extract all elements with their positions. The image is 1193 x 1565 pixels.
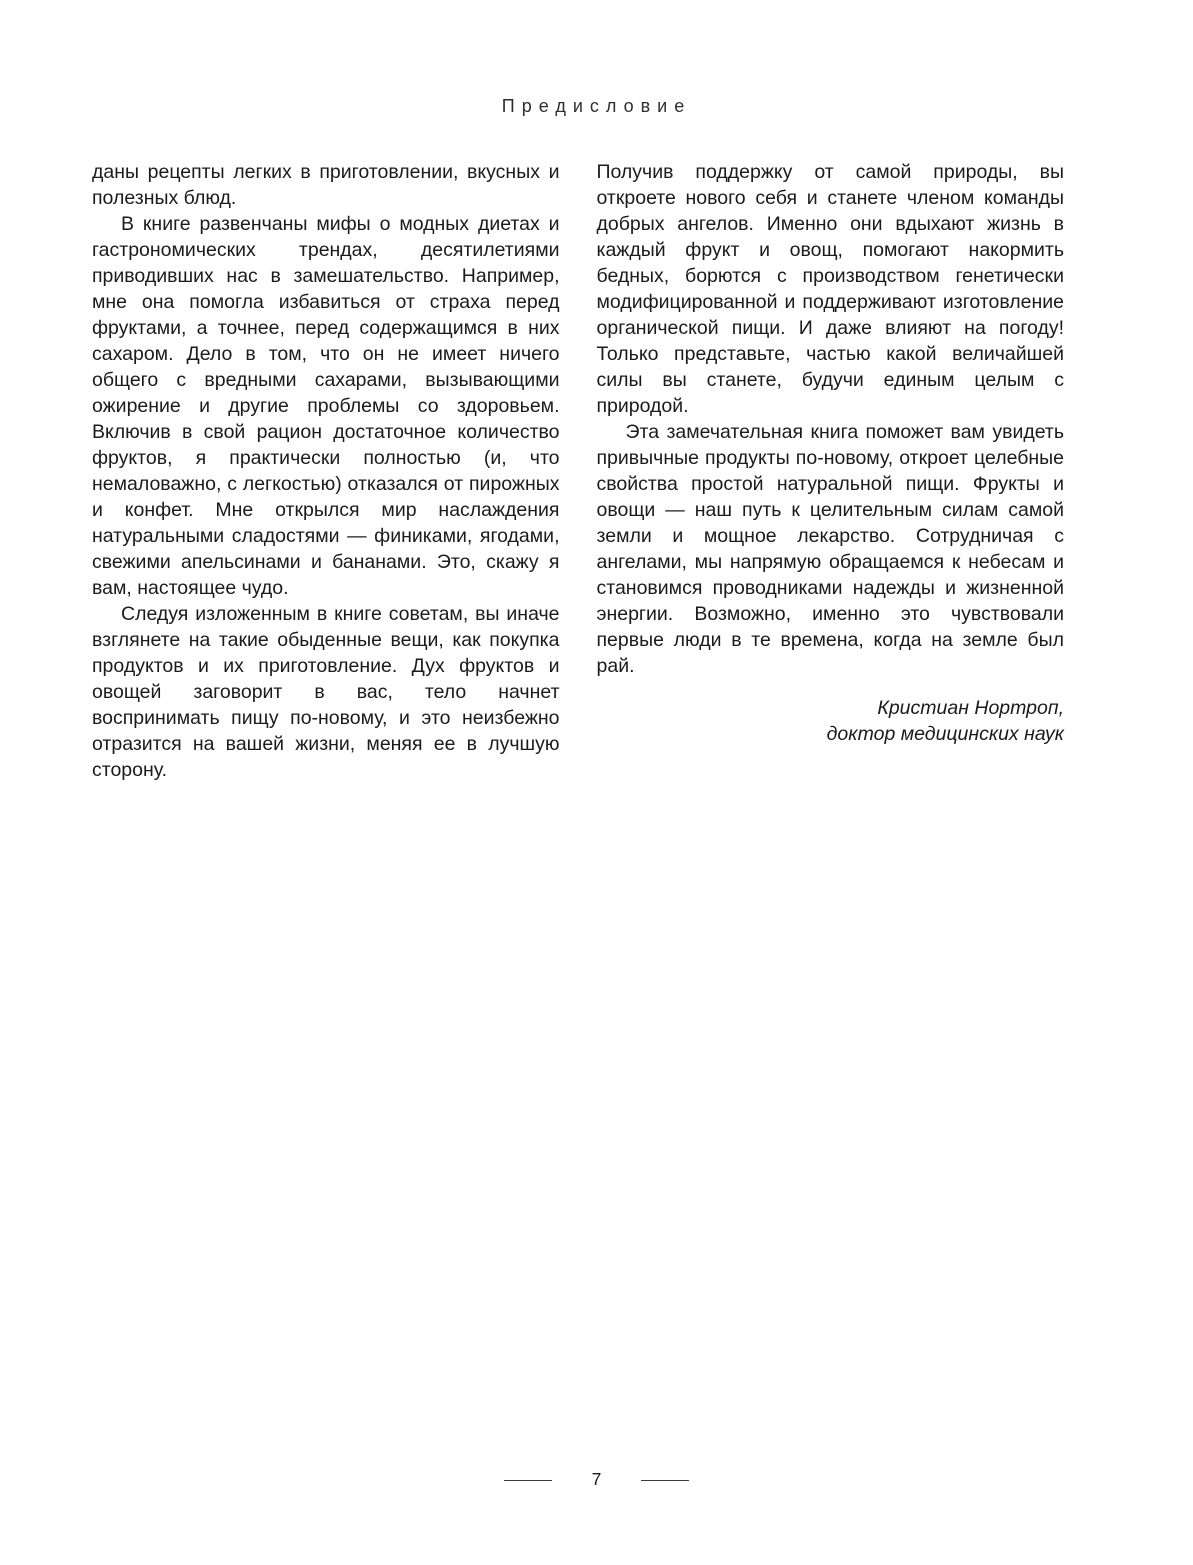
footer-rule-left	[504, 1480, 552, 1481]
text-columns	[92, 159, 1064, 783]
author-signature	[597, 695, 1065, 747]
left-column	[92, 159, 560, 783]
signature-title: доктор медицинских наук	[826, 723, 1064, 745]
paragraph: Получив поддержку от самой природы, вы откроете нового себя и станете членом команды добрых ангелов. Именно они вдыхают жизнь в каждый фрукт и овощ, помогают накормить бедных, борются с производством генетически модифицированной и поддерживают изготовление органической пищи. И даже влияют на погоду! Только представьте, частью какой величайшей силы вы станете, будучи единым целым с природой.	[596, 161, 1064, 417]
paragraph: В книге развенчаны мифы о модных диетах и гастрономических трендах, десятилетиями приводивших нас в замешательство. Например, мне она помогла избавиться от страха перед фруктами, а точнее, перед содержащимся в них сахаром. Дело в том, что он не имеет ничего общего с вредными сахарами, вызывающими ожирение и другие проблемы со здоровьем. Включив в свой рацион достаточное количество фруктов, я практически полностью (и, что немаловажно, с легкостью) отказался от пирожных и конфет. Мне открылся мир наслаждения натуральными сладостями — финиками, ягодами, свежими апельсинами и бананами. Это, скажу я вам, настоящее чудо.	[92, 213, 560, 599]
page-footer	[0, 1467, 1193, 1493]
paragraph: даны рецепты легких в приготовлении, вкусных и полезных блюд.	[92, 161, 560, 209]
paragraph: Эта замечательная книга поможет вам увидеть привычные продукты по-новому, откроет целебные свойства простой натуральной пищи. Фрукты и овощи — наш путь к целительным силам самой земли и мощное лекарство. Сотрудничая с ангелами, мы напрямую обращаемся к небесам и становимся проводниками надежды и жизненной энергии. Возможно, именно это чувствовали первые люди в те времена, когда на земле был рай.	[596, 421, 1064, 677]
signature-name: Кристиан Нортроп,	[877, 697, 1064, 719]
paragraph: Следуя изложенным в книге советам, вы иначе взглянете на такие обыденные вещи, как покупка продуктов и их приготовление. Дух фруктов и овощей заговорит в вас, тело начнет воспринимать пищу по-новому, и это неизбежно отразится на вашей жизни, меняя ее в лучшую сторону.	[92, 603, 560, 781]
page-header: Предисловие	[501, 96, 692, 116]
footer-rule-right	[641, 1480, 689, 1481]
page-number: 7	[591, 1469, 602, 1490]
right-column	[597, 159, 1065, 783]
